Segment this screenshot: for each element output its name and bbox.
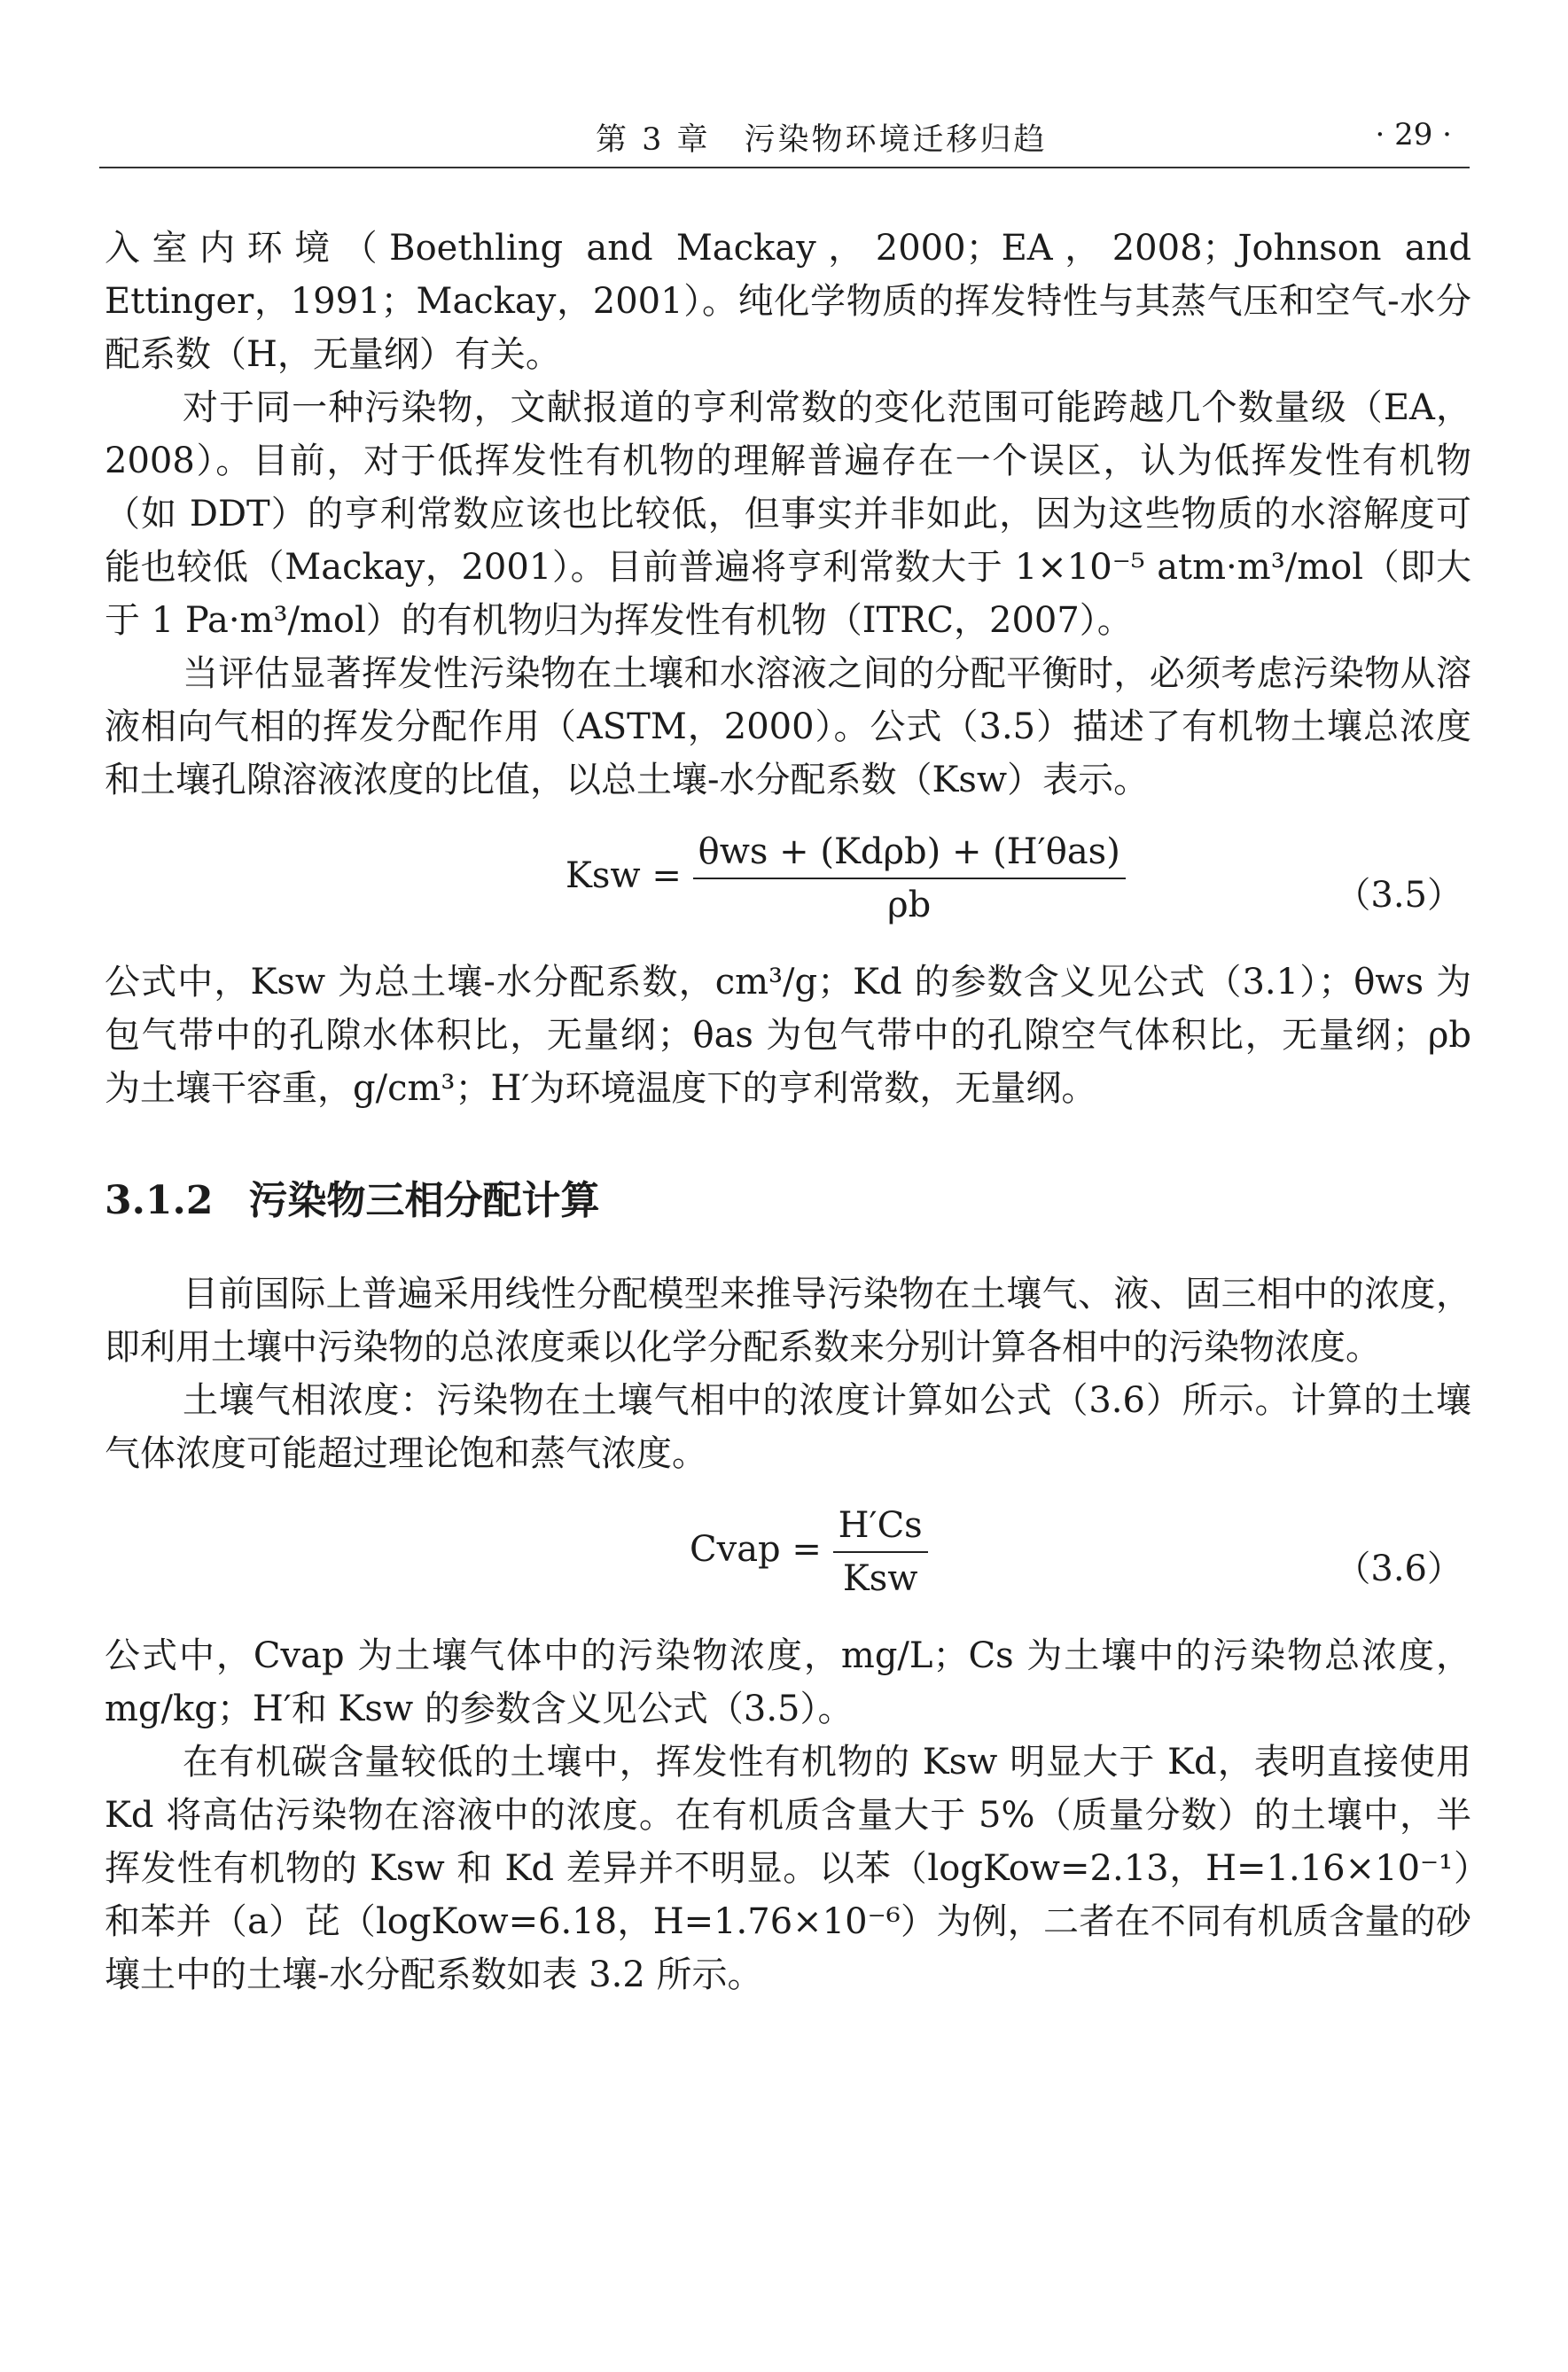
equation-3-5-lhs: Ksw = (566, 855, 682, 896)
equation-3-6-number: （3.6） (1335, 1549, 1463, 1589)
section-number: 3.1.2 (105, 1178, 214, 1223)
equation-3-6-numerator: H′Cs (833, 1505, 928, 1553)
section-heading (105, 1168, 1471, 1225)
equation-3-5-denominator: ρb (887, 885, 932, 925)
paragraph-partition-intro: 当评估显著挥发性污染物在土壤和水溶液之间的分配平衡时，必须考虑污染物从溶液相向气相的挥发分配作用（ASTM，2000）。公式（3.5）描述了有机物土壤总浓度和土壤孔隙溶液浓度的比值，以总土壤-水分配系数（Ksw）表示。 (105, 653, 1471, 800)
equation-3-5-number: （3.5） (1335, 875, 1463, 916)
section-title: 污染物三相分配计算 (248, 1178, 600, 1223)
equation-3-6 (105, 1496, 1471, 1629)
paragraph-continuation: 入室内环境（Boethling and Mackay，2000；EA，2008；Johnson and Ettinger，1991；Mackay，2001）。纯化学物质的挥发特性与其蒸气压和空气-水分配系数（H，无量纲）有关。 (105, 228, 1471, 375)
equation-3-6-denominator: Ksw (842, 1558, 918, 1599)
paragraph-eq36-definitions: 公式中，Cvap 为土壤气体中的污染物浓度，mg/L；Cs 为土壤中的污染物总浓度，mg/kg；H′和 Ksw 的参数含义见公式（3.5）。 (105, 1635, 1471, 1729)
page-number: · 29 · (1375, 117, 1452, 152)
equation-3-5-numerator: θws + (Kdρb) + (H′θas) (693, 831, 1126, 879)
paragraph-linear-model: 目前国际上普遍采用线性分配模型来推导污染物在土壤气、液、固三相中的浓度，即利用土壤中污染物的总浓度乘以化学分配系数来分别计算各相中的污染物浓度。 (105, 1274, 1471, 1368)
paragraph-soil-gas: 土壤气相浓度：污染物在土壤气相中的浓度计算如公式（3.6）所示。计算的土壤气体浓度可能超过理论饱和蒸气浓度。 (105, 1380, 1471, 1474)
paragraph-ksw-vs-kd: 在有机碳含量较低的土壤中，挥发性有机物的 Ksw 明显大于 Kd，表明直接使用 Kd 将高估污染物在溶液中的浓度。在有机质含量大于 5%（质量分数）的土壤中，半挥发性有机物的 Ksw 和 Kd 差异并不明显。以苯（logKow=2.13，H=1.16×10⁻¹）和苯并（a）芘（logKow=6.18，H=1.76×10⁻⁶）为例，二者在不同有机质含量的砂壤土中的土壤-水分配系数如表 3.2 所示。 (105, 1742, 1471, 1995)
chapter-title: 第 3 章 污染物环境迁移归趋 (596, 122, 1048, 158)
equation-3-6-lhs: Cvap = (690, 1529, 822, 1570)
paragraph-eq35-definitions: 公式中，Ksw 为总土壤-水分配系数，cm³/g；Kd 的参数含义见公式（3.1）；θws 为包气带中的孔隙水体积比，无量纲；θas 为包气带中的孔隙空气体积比，无量纲；ρb 为土壤干容重，g/cm³；H′为环境温度下的亨利常数，无量纲。 (105, 962, 1471, 1109)
page-body (105, 222, 1471, 2001)
paragraph-henry-constant: 对于同一种污染物，文献报道的亨利常数的变化范围可能跨越几个数量级（EA，2008）。目前，对于低挥发性有机物的理解普遍存在一个误区，认为低挥发性有机物（如 DDT）的亨利常数应该也比较低，但事实并非如此，因为这些物质的水溶解度可能也较低（Mackay，2001）。目前普遍将亨利常数大于 1×10⁻⁵ atm·m³/mol（即大于 1 Pa·m³/mol）的有机物归为挥发性有机物（ITRC，2007）。 (105, 387, 1471, 641)
running-header (99, 113, 1470, 168)
equation-3-5 (105, 823, 1471, 956)
